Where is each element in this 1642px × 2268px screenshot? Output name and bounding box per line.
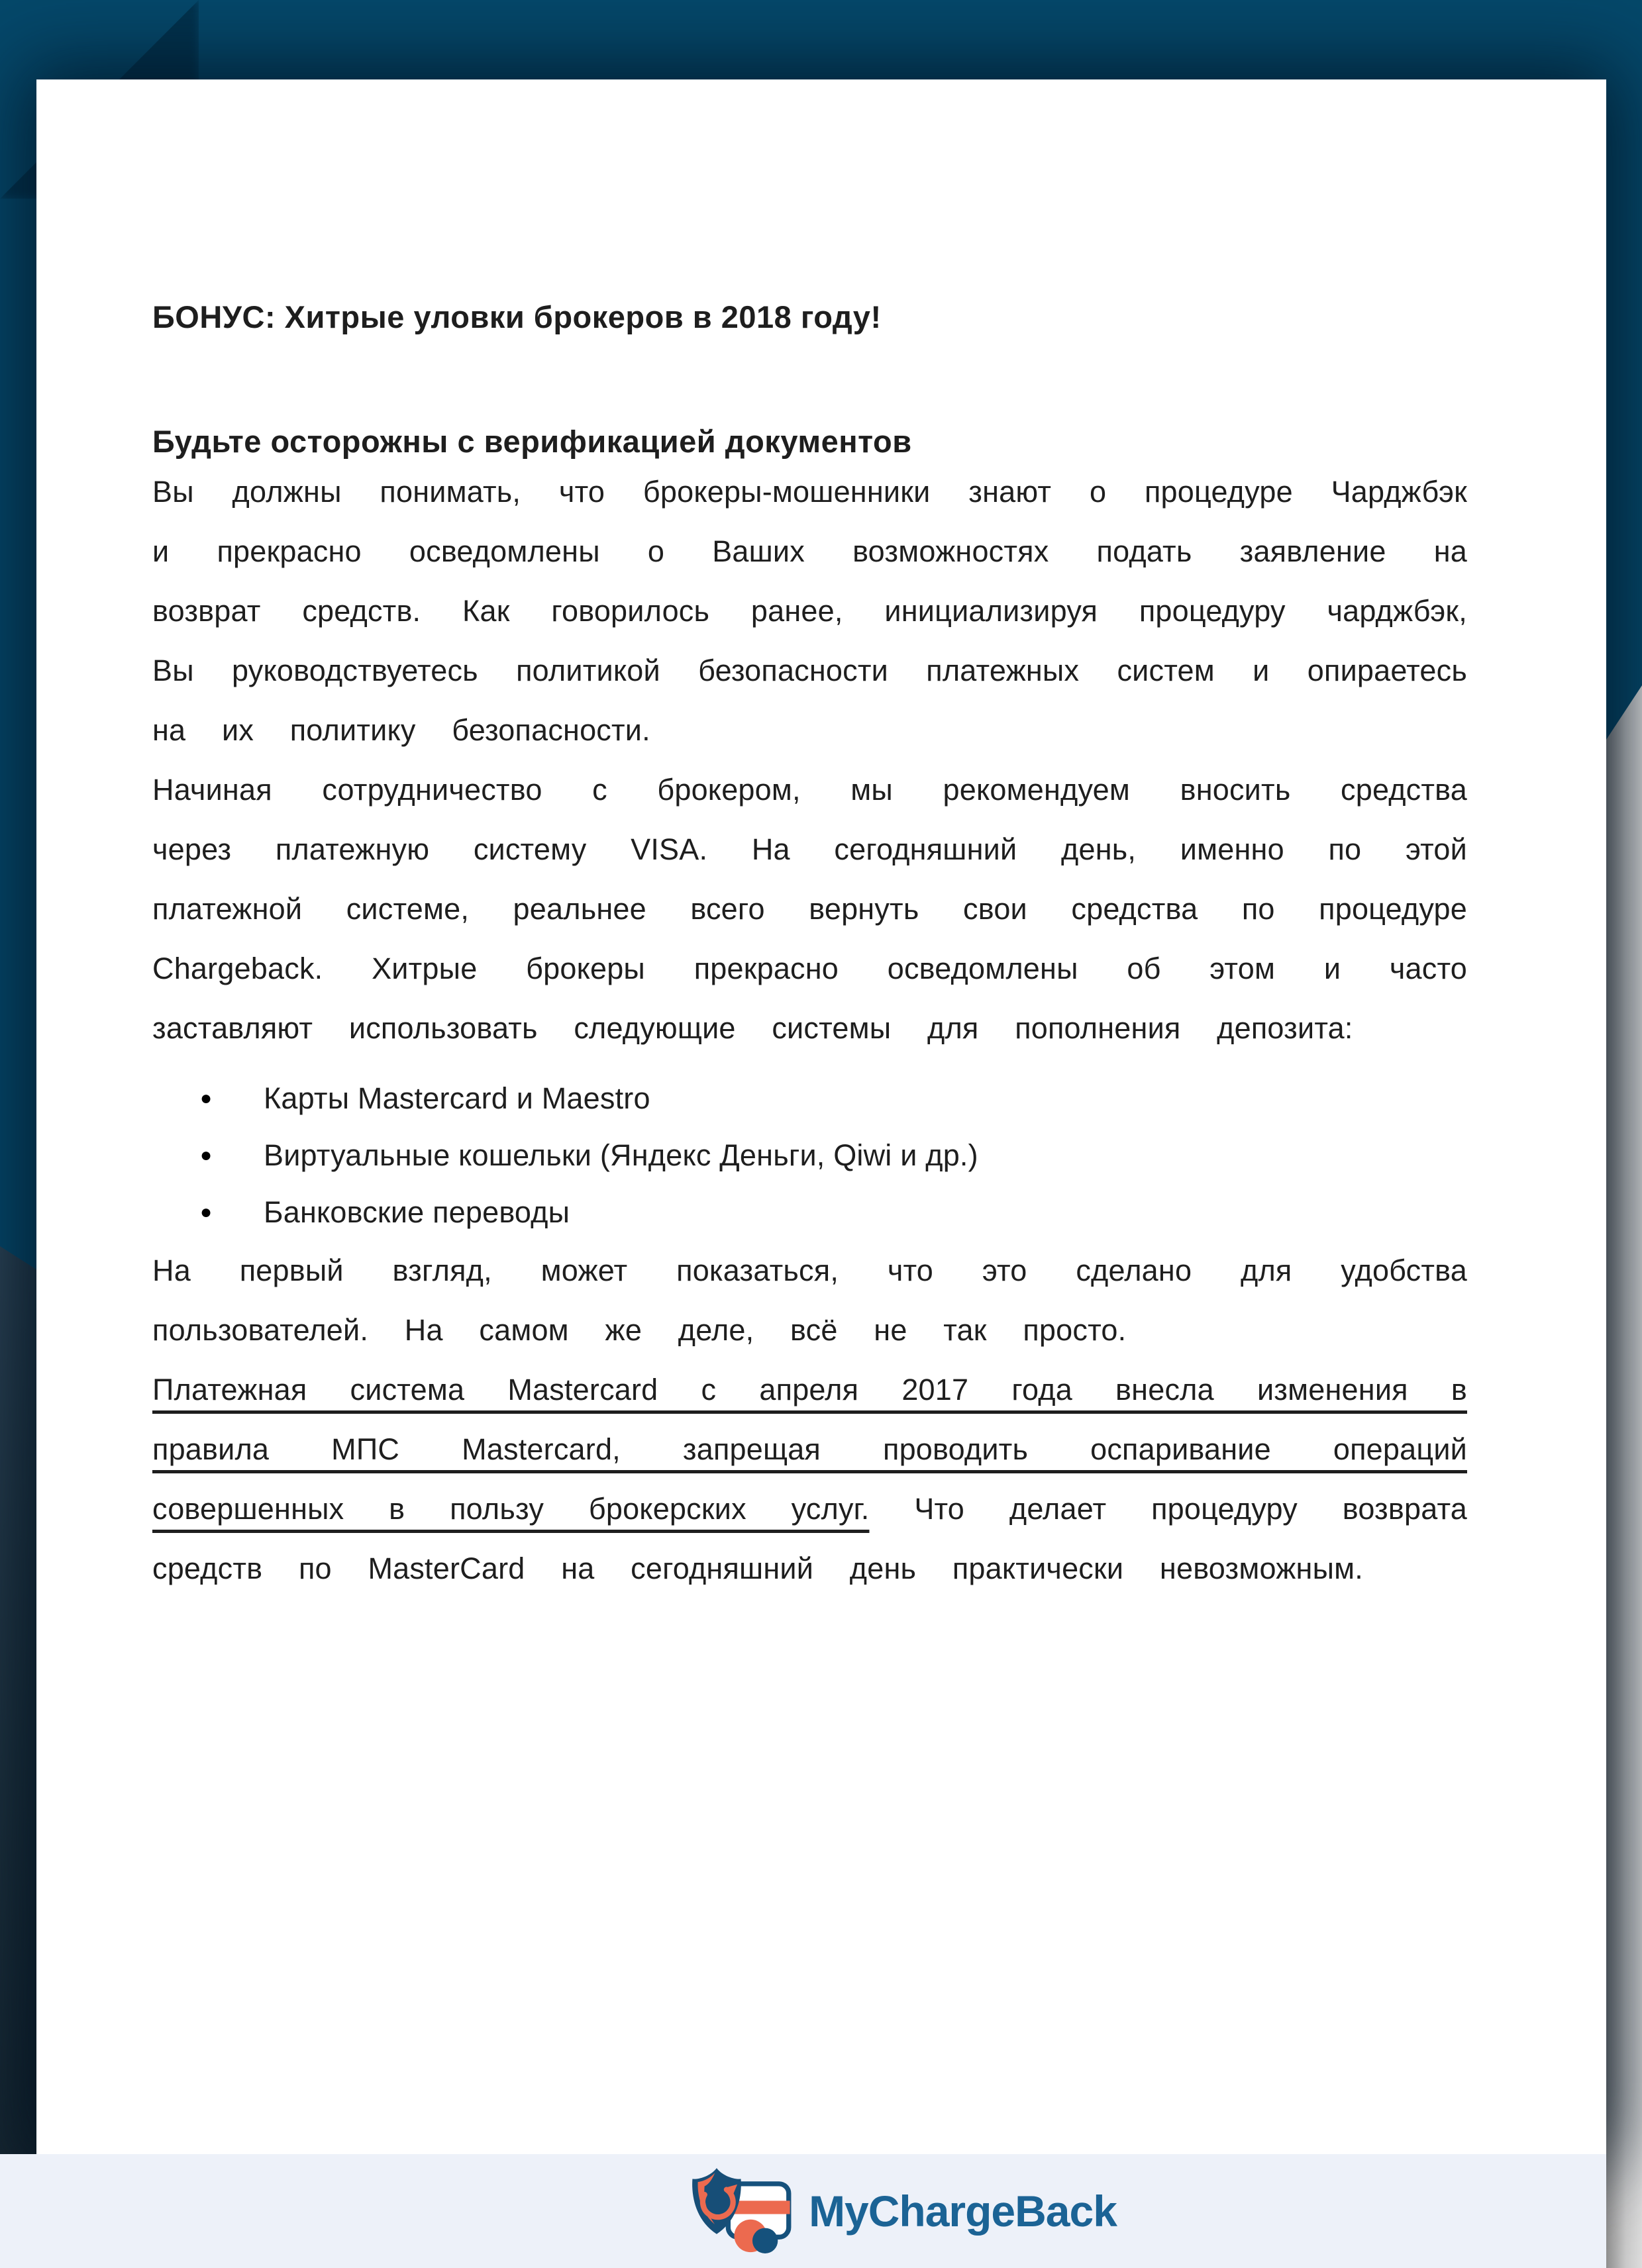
- bonus-heading: БОНУС: Хитрые уловки брокеров в 2018 году!: [152, 299, 882, 334]
- list-item-label: Банковские переводы: [264, 1195, 570, 1229]
- list-item: [152, 1070, 1467, 1127]
- list-item-label: Карты Mastercard и Maestro: [264, 1081, 650, 1115]
- paragraph-visa-recommendation: Начиная сотрудничество с брокером, мы рекомендуем вносить средства через платежную систему VISA. На сегодняшний день, именно по этой платежной системе, реальнее всего вернуть свои средства по процедуре Chargeback. Хитрые брокеры прекрасно осведомлены об этом и часто заставляют использовать следующие системы для пополнения депозита:: [152, 773, 1467, 1045]
- footer-bar: [0, 2154, 1606, 2268]
- paragraph-first-glance: На первый взгляд, может показаться, что это сделано для удобства пользователей. На самом же деле, всё не так просто.: [152, 1254, 1467, 1347]
- mastercard-rule-rest-text: Что делает процедуру возврата средств по MasterCard на сегодняшний день практически невозможным.: [152, 1492, 1467, 1585]
- list-item: [152, 1184, 1467, 1241]
- document-sheet: [36, 79, 1606, 2154]
- paragraph-mastercard-rule: [152, 1360, 1467, 1599]
- shield-card-refund-icon: [688, 2164, 794, 2258]
- list-item-label: Виртуальные кошельки (Яндекс Деньги, Qiwi и др.): [264, 1138, 978, 1172]
- verification-warning-heading: Будьте осторожны с верификацией документов: [152, 424, 912, 459]
- left-dark-band-decoration: [0, 1246, 36, 2154]
- right-gray-band-decoration: [1606, 685, 1642, 2268]
- mastercard-rule-underlined-text: Платежная система Mastercard с апреля 2017 года внесла изменения в правила МПС Mastercard, запрещая проводить оспаривание операций совершенных в пользу брокерских услуг.: [152, 1373, 1467, 1526]
- paragraph-chargeback-intro: Вы должны понимать, что брокеры-мошенники знают о процедуре Чарджбэк и прекрасно осведомлены о Ваших возможностях подать заявление на возврат средств. Как говорилось ранее, инициализируя процедуру чарджбэк, Вы руководствуетесь политикой безопасности платежных систем и опираетесь на их политику безопасности.: [152, 475, 1467, 747]
- mychargeback-logo: [688, 2164, 1117, 2258]
- list-item: [152, 1127, 1467, 1184]
- document-content: [36, 79, 1606, 1599]
- deposit-methods-list: [152, 1070, 1467, 1241]
- brand-wordmark: MyChargeBack: [809, 2187, 1117, 2236]
